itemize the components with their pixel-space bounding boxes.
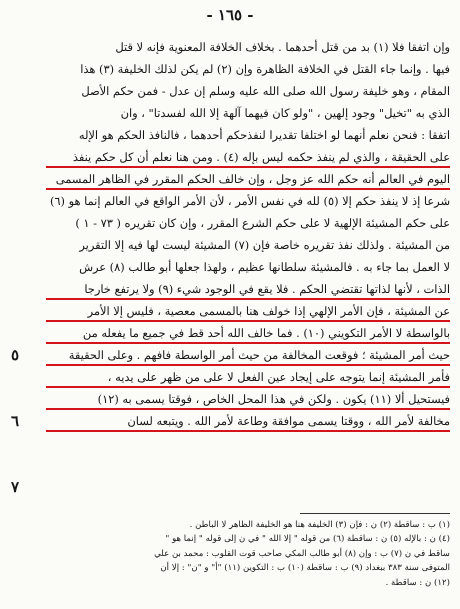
text-line-underlined: الذات ، لأنها لذاتها تقتضي الحكم . فلا يقع في الوجود شيء (٩) ولا يرتفع خارجا bbox=[46, 278, 450, 300]
footnote-line: (١) ب : ساقطة (٢) ن : فإن (٣) الخليفة هنا هو الخليفة الظاهر لا الباطن . bbox=[189, 520, 450, 530]
text-line: شرعا إذ لا ينفذ حكم إلا (٥) لله في نفس الأمر ، لأن الأمر الواقع في العالم إنما هو (٦) bbox=[49, 194, 450, 208]
text-line: الذي به "تخيل" وجود إلهين ، "ولو كان فيهما آلهة إلا الله لفسدتا" ، وان bbox=[120, 106, 450, 120]
footnote-divider bbox=[300, 513, 450, 514]
text-line-underlined: فيستحيل ألا (١١) يكون . ولكن في هذا المحل الخاص ، فوقتا يسمى به (١٢) bbox=[46, 388, 450, 410]
text-line: اتفقا : فنحن نعلم أنهما لو اختلفا تقديرا لنفذحكم أحدهما ، فالنافذ الحكم هو الإله bbox=[78, 128, 450, 142]
margin-note: ٦ bbox=[10, 412, 20, 430]
margin-note: ٥ bbox=[10, 346, 20, 364]
footnote-line: ساقط في ن (٧) ب : وإن (٨) أبو طالب المكي صاحب قوت القلوب : محمد بن علي bbox=[154, 548, 450, 559]
main-text bbox=[46, 36, 450, 432]
text-line: من المشيئة . ولذلك نفذ تقريره خاصة فإن (٧) المشيئة ليست لها فيه إلا التقرير bbox=[79, 238, 450, 252]
text-line: فيها . وإنما جاء القتل في الخلافة الظاهرة وإن (٢) لم يكن لذلك الخليفة (٣) هذا bbox=[80, 62, 450, 76]
text-line-underlined: اليوم في العالم أنه حكم الله عز وجل ، وإن خالف الحكم المقرر في الظاهر المسمى bbox=[46, 168, 450, 190]
text-line-underlined: حيث أمر المشيئة ؛ فوقعت المخالفة من حيث أمر الواسطة فافهم . وعلى الحقيقة bbox=[46, 344, 450, 366]
footnote-line: المتوفى سنة ٣٨٣ ببغداد (٩) ب : ساقطة (١٠) ب : التكوين (١١) "أ" و "ن" : إلا أن bbox=[160, 563, 450, 574]
margin-note: ٧ bbox=[10, 478, 20, 496]
text-line-underlined: على الحقيقة ، والذي لم ينفذ حكمه ليس بإله (٤) . ومن هنا نعلم أن كل حكم ينفذ bbox=[46, 146, 450, 168]
text-line-underlined: عن المشيئة ، فإن الأمر الإلهي إذا خولف هنا بالمسمى معصية ، فليس إلا الأمر bbox=[46, 300, 450, 322]
footnote-line: (٤) ن : بالإله (٥) ن : ساقطة (٦) من قوله " إلا الله " في ن إلى قوله " إنما هو " bbox=[165, 534, 450, 545]
text-line: لا العمل بما جاء به . فالمشيئة سلطانها عظيم ، ولهذا جعلها أبو طالب (٨) عرش bbox=[79, 260, 450, 274]
text-line: المقام ، وهو خليفة رسول الله صلى الله عليه وسلم إن عدل - فمن حكم الأصل bbox=[81, 84, 450, 98]
text-line-underlined: بالواسطة لا الأمر التكويني (١٠) . فما خالف الله أحد قط في جميع ما يفعله من bbox=[46, 322, 450, 344]
text-line: وإن اتفقا فلا (١) بد من قتل أحدهما . بخلاف الخلافة المعنوية فإنه لا قتل bbox=[115, 40, 450, 54]
text-line: على حكم المشيئة الإلهية لا على حكم الشرع المقرر ، وإن كان تقريره ( ٧٣ - ١ ) bbox=[75, 216, 450, 230]
footnotes bbox=[14, 518, 450, 590]
text-line-underlined: فأمر المشيئة إنما يتوجه على إيجاد عين الفعل لا على من ظهر على يديه ، bbox=[46, 366, 450, 388]
footnote-line: (١٢) ن : ساقطة . bbox=[385, 577, 450, 588]
page-number: - ١٦٥ - bbox=[206, 6, 254, 24]
text-line-underlined: مخالفة لأمر الله ، ووقتا يسمى موافقة وطاعة لأمر الله . ويتبعه لسان bbox=[46, 410, 450, 432]
